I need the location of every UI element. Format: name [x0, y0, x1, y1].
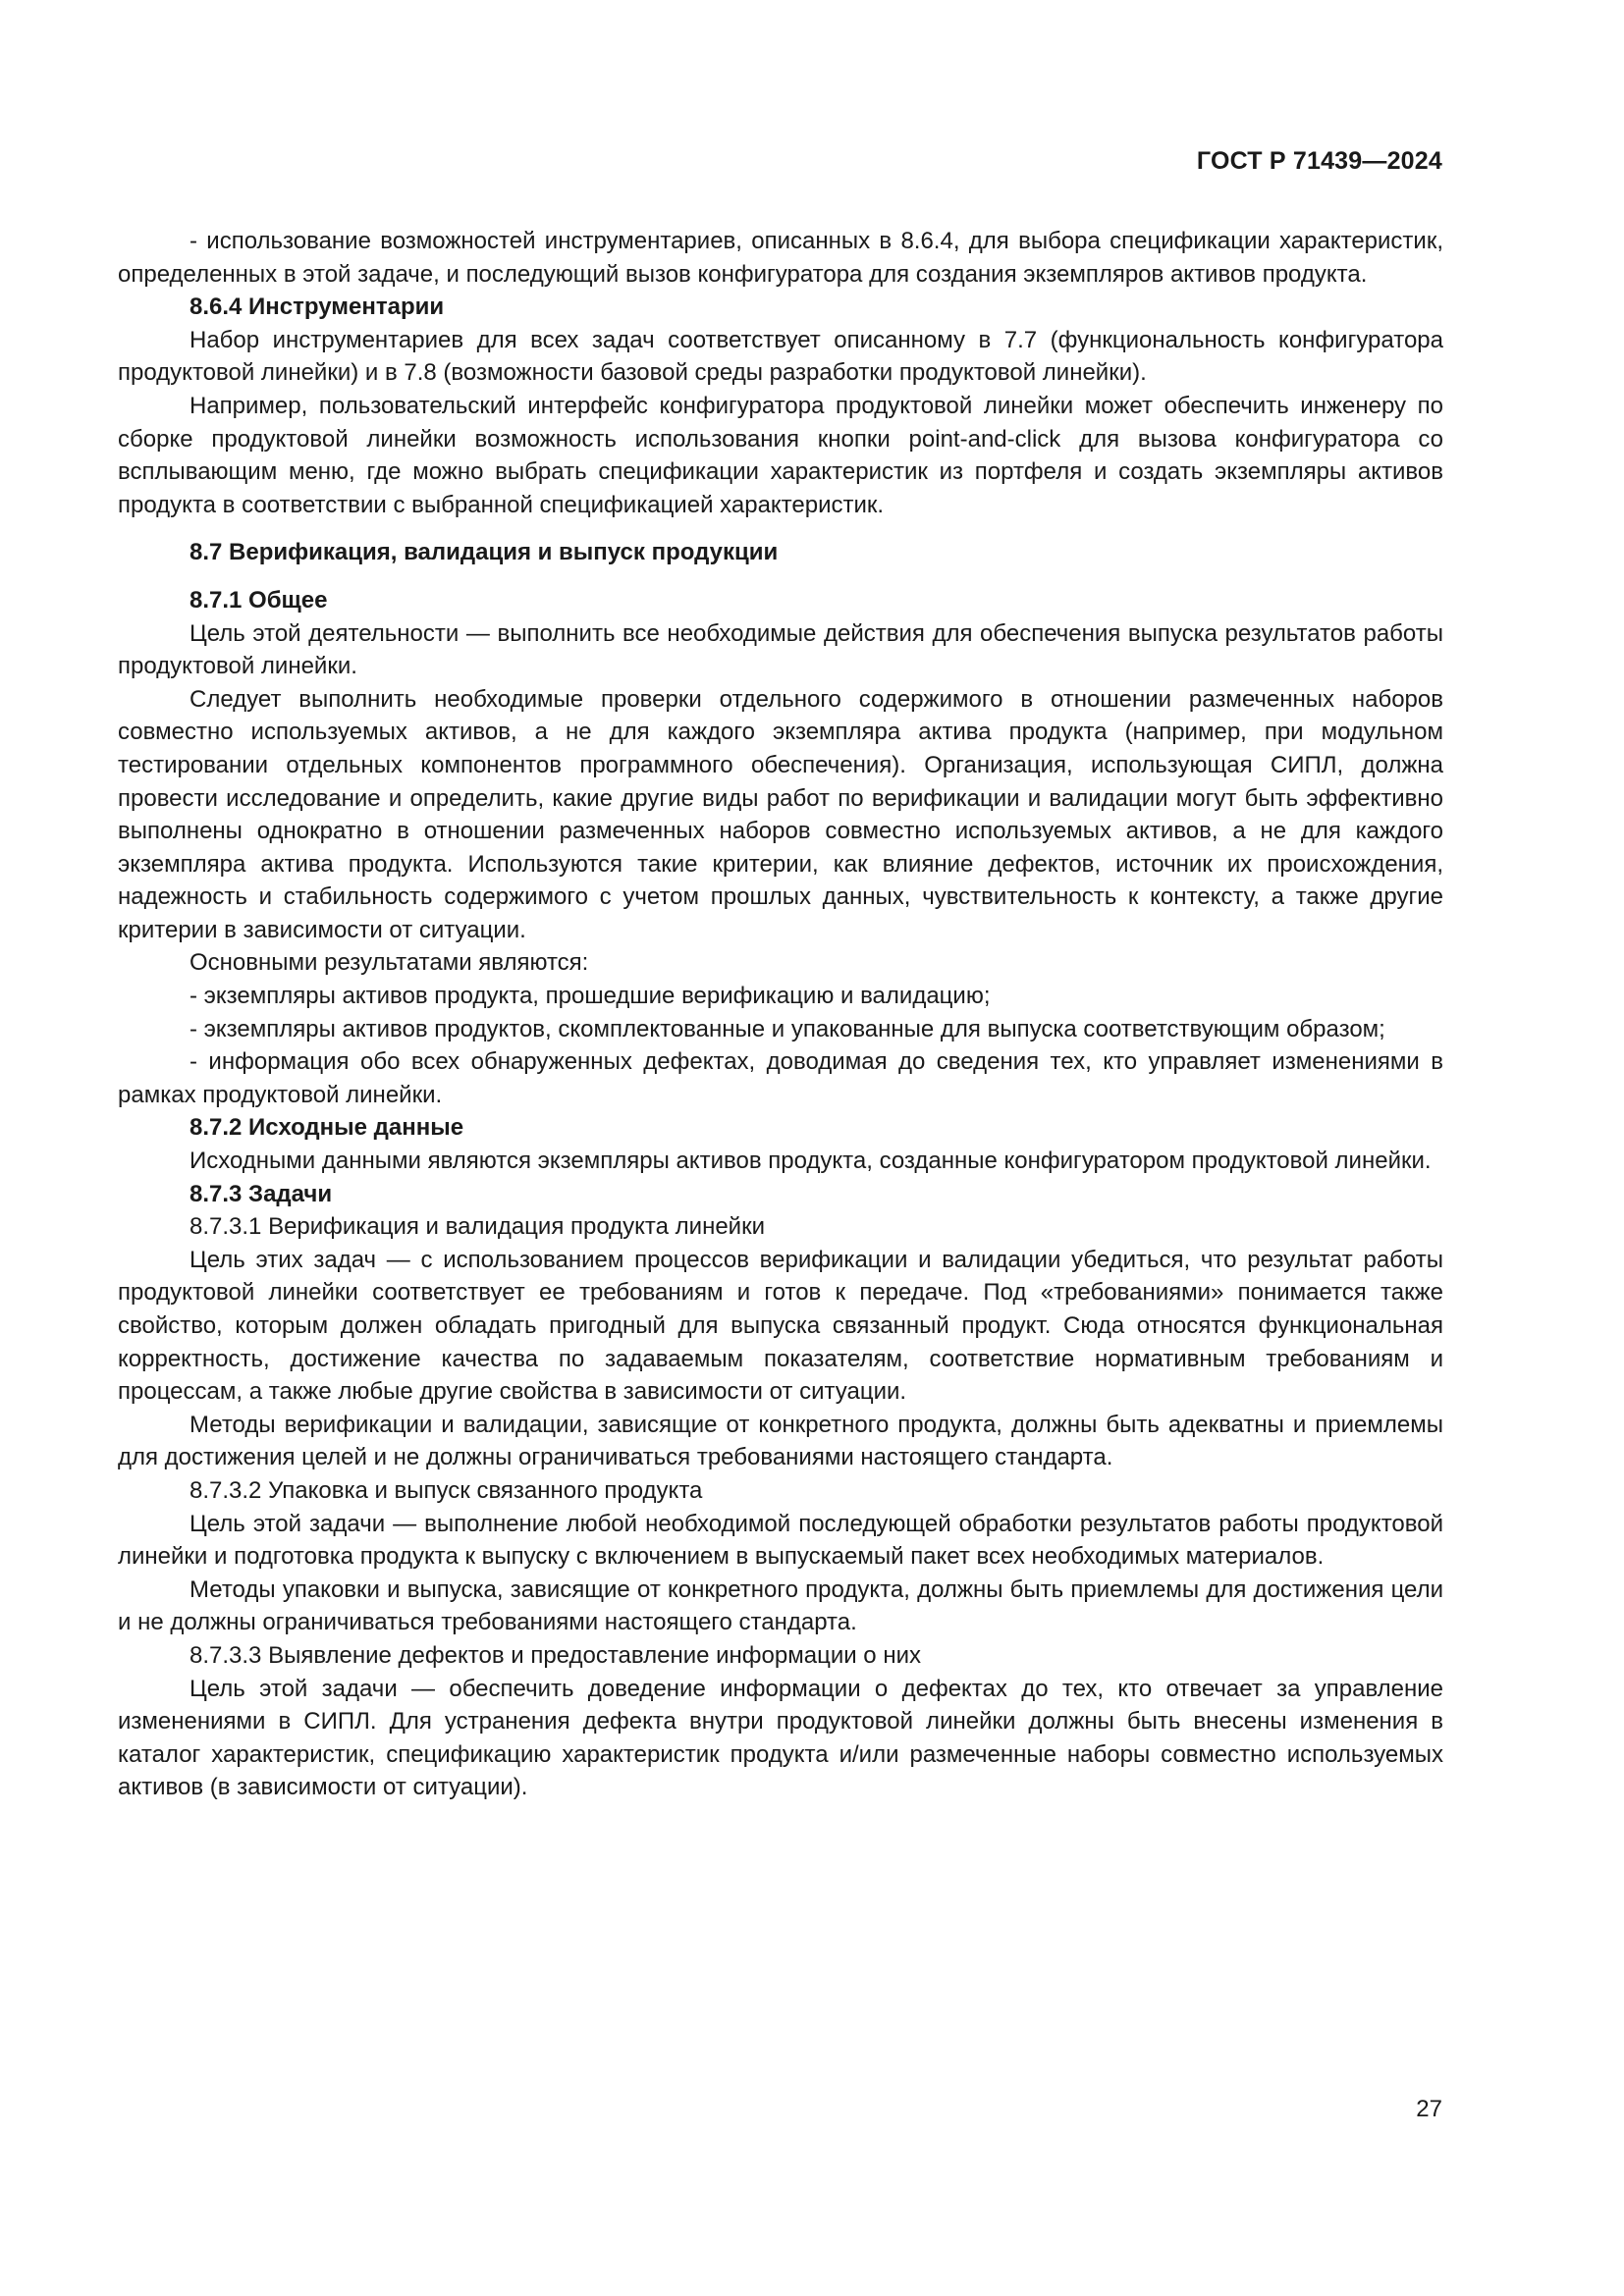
- paragraph: - использование возможностей инструментариев, описанных в 8.6.4, для выбора спецификации характеристик, определенных в этой задаче, и последующий вызов конфигуратора для создания экземпляров активов продукта.: [118, 228, 1443, 288]
- paragraph: Цель этой задачи — выполнение любой необходимой последующей обработки результатов работы продуктовой линейки и подготовка продукта к выпуску с включением в выпускаемый пакет всех необходимых материалов.: [118, 1510, 1443, 1571]
- paragraph: Методы верификации и валидации, зависящие от конкретного продукта, должны быть адекватны и приемлемы для достижения целей и не должны ограничиваться требованиями настоящего стандарта.: [118, 1411, 1443, 1471]
- document-body: [118, 225, 1443, 1804]
- paragraph: Цель этих задач — с использованием процессов верификации и валидации убедиться, что результат работы продуктовой линейки соответствует ее требованиям и готов к передаче. Под «требованиями» понимается также свойство, которым должен обладать пригодный для выпуска связанный продукт. Сюда относятся функциональная корректность, достижение качества по задаваемым показателям, соответствие нормативным требованиям и процессам, а также любые другие свойства в зависимости от ситуации.: [118, 1246, 1443, 1406]
- section-heading: 8.7 Верификация, валидация и выпуск продукции: [189, 539, 779, 566]
- paragraph: Основными результатами являются:: [189, 949, 589, 977]
- section-heading: 8.7.1 Общее: [189, 586, 328, 614]
- paragraph: Следует выполнить необходимые проверки отдельного содержимого в отношении размеченных наборов совместно используемых активов, а не для каждого экземпляра актива продукта (например, при модульном тестировании отдельных компонентов программного обеспечения). Организация, использующая СИПЛ, должна провести исследование и определить, какие другие виды работ по верификации и валидации могут быть эффективно выполнены однократно в отношении размеченных наборов совместно используемых активов, а не для каждого экземпляра актива продукта. Используются такие критерии, как влияние дефектов, источник их происхождения, надежность и стабильность содержимого с учетом прошлых данных, чувствительность к контексту, а также другие критерии в зависимости от ситуации.: [118, 685, 1443, 943]
- page-number: 27: [1416, 2096, 1442, 2122]
- section-heading: 8.6.4 Инструментарии: [189, 294, 445, 321]
- paragraph: Набор инструментариев для всех задач соответствует описанному в 7.7 (функциональность конфигуратора продуктовой линейки) и в 7.8 (возможности базовой среды разработки продуктовой линейки).: [118, 326, 1443, 387]
- paragraph: Исходными данными являются экземпляры активов продукта, созданные конфигуратором продуктовой линейки.: [189, 1148, 1432, 1175]
- subsection-heading: 8.7.3.3 Выявление дефектов и предоставление информации о них: [189, 1641, 921, 1669]
- subsection-heading: 8.7.3.2 Упаковка и выпуск связанного продукта: [189, 1476, 703, 1504]
- paragraph: Цель этой задачи — обеспечить доведение информации о дефектах до тех, кто отвечает за управление изменениями в СИПЛ. Для устранения дефекта внутри продуктовой линейки должны быть внесены изменения в каталог характеристик, спецификацию характеристик продукта и/или размеченные наборы совместно используемых активов (в зависимости от ситуации).: [118, 1675, 1443, 1801]
- list-item: - экземпляры активов продукта, прошедшие верификацию и валидацию;: [189, 983, 991, 1010]
- section-heading: 8.7.2 Исходные данные: [189, 1114, 464, 1142]
- list-item: - экземпляры активов продуктов, скомплектованные и упакованные для выпуска соответствующим образом;: [189, 1015, 1385, 1042]
- paragraph: Например, пользовательский интерфейс конфигуратора продуктовой линейки может обеспечить инженеру по сборке продуктовой линейки возможность использования кнопки point-and-click для вызова конфигуратора со всплывающим меню, где можно выбрать спецификации характеристик из портфеля и создать экземпляры активов продукта в соответствии с выбранной спецификацией характеристик.: [118, 392, 1443, 518]
- subsection-heading: 8.7.3.1 Верификация и валидация продукта линейки: [189, 1213, 765, 1241]
- section-heading: 8.7.3 Задачи: [189, 1180, 333, 1207]
- paragraph: Цель этой деятельности — выполнить все необходимые действия для обеспечения выпуска результатов работы продуктовой линейки.: [118, 619, 1443, 680]
- paragraph: Методы упаковки и выпуска, зависящие от конкретного продукта, должны быть приемлемы для достижения цели и не должны ограничиваться требованиями настоящего стандарта.: [118, 1575, 1443, 1636]
- document-header: ГОСТ Р 71439—2024: [1196, 147, 1442, 175]
- list-item: - информация обо всех обнаруженных дефектах, доводимая до сведения тех, кто управляет изменениями в рамках продуктовой линейки.: [118, 1048, 1443, 1108]
